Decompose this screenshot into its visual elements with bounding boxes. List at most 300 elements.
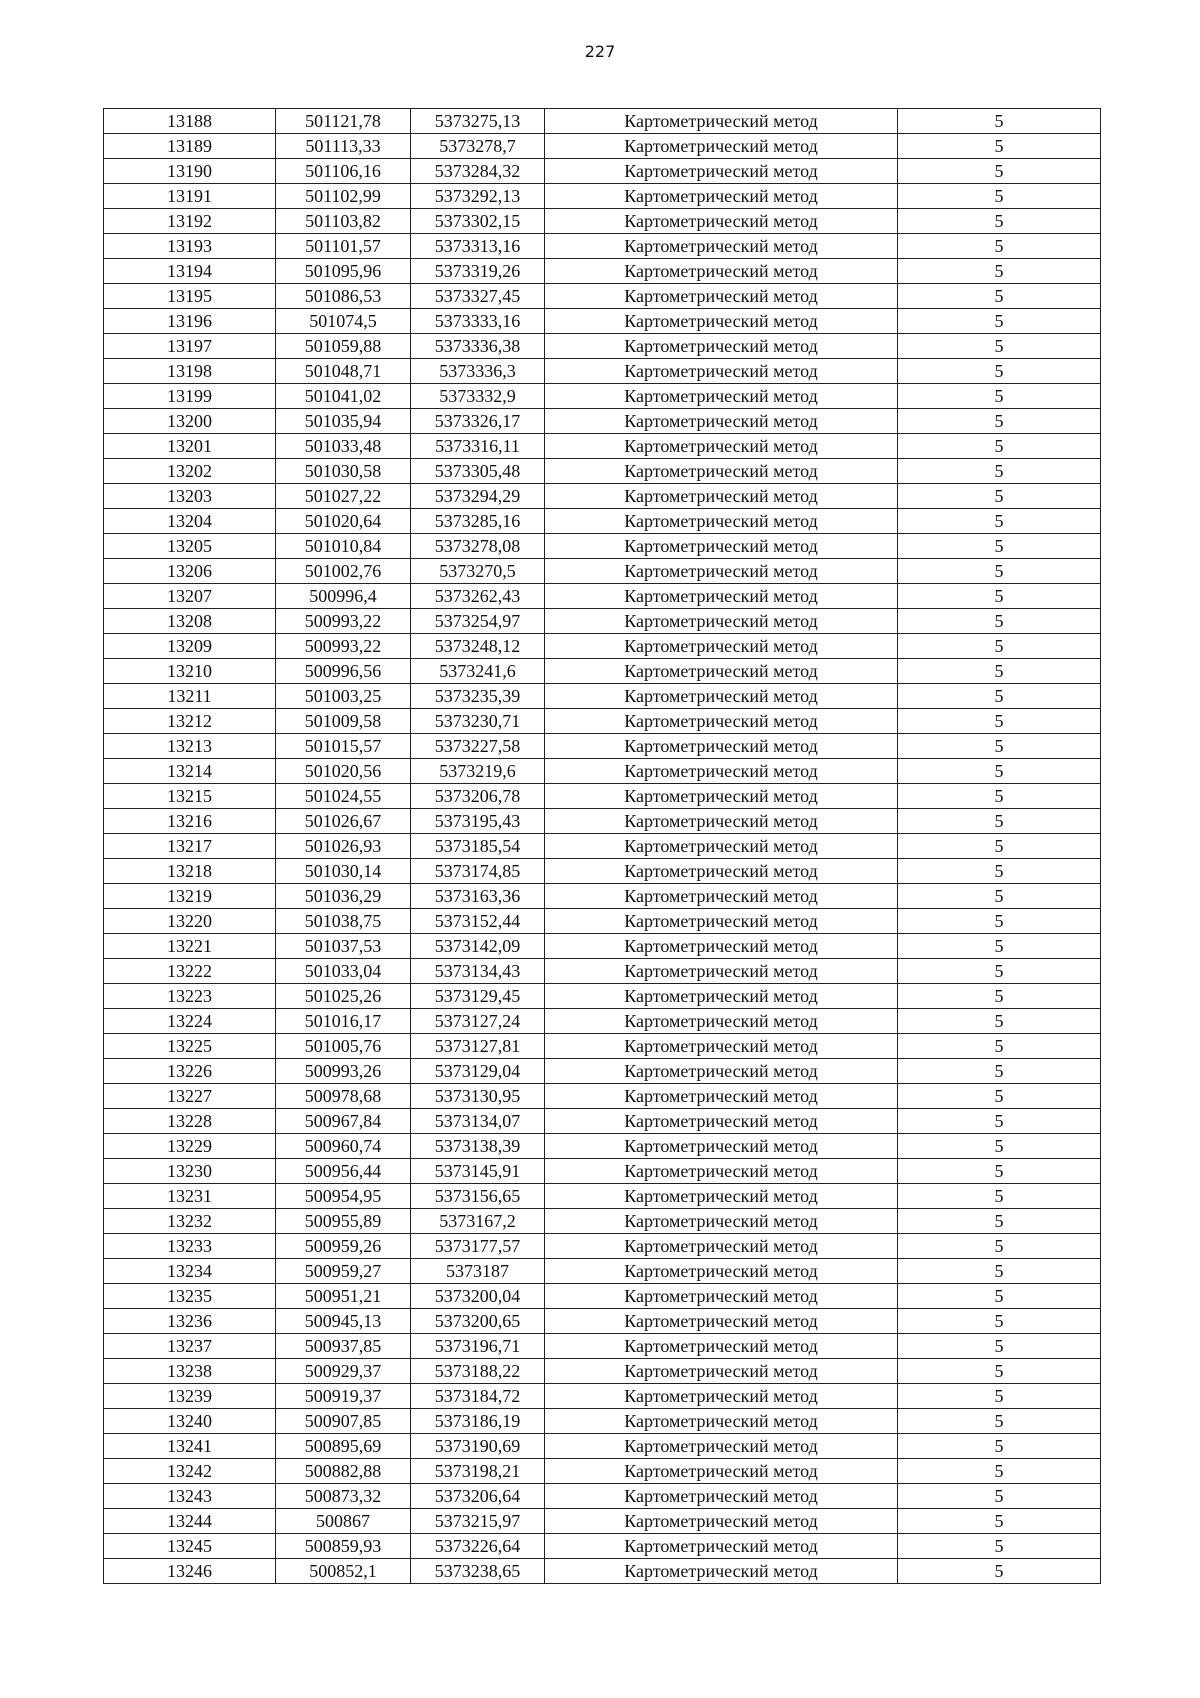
y-coordinate-cell: 5373145,91	[411, 1159, 545, 1184]
table-row	[104, 1059, 1101, 1084]
x-coordinate-cell: 500882,88	[276, 1459, 411, 1484]
table-row	[104, 1384, 1101, 1409]
y-coordinate-cell: 5373292,13	[411, 184, 545, 209]
point-number-cell: 13189	[104, 134, 276, 159]
accuracy-cell: 5	[898, 1359, 1101, 1384]
y-coordinate-cell: 5373200,04	[411, 1284, 545, 1309]
accuracy-cell: 5	[898, 934, 1101, 959]
y-coordinate-cell: 5373198,21	[411, 1459, 545, 1484]
y-coordinate-cell: 5373200,65	[411, 1309, 545, 1334]
table-row	[104, 659, 1101, 684]
x-coordinate-cell: 500919,37	[276, 1384, 411, 1409]
accuracy-cell: 5	[898, 259, 1101, 284]
table-row	[104, 1034, 1101, 1059]
accuracy-cell: 5	[898, 859, 1101, 884]
point-number-cell: 13221	[104, 934, 276, 959]
x-coordinate-cell: 500959,27	[276, 1259, 411, 1284]
accuracy-cell: 5	[898, 1209, 1101, 1234]
method-cell: Картометрический метод	[545, 1259, 898, 1284]
point-number-cell: 13214	[104, 759, 276, 784]
x-coordinate-cell: 500993,26	[276, 1059, 411, 1084]
method-cell: Картометрический метод	[545, 1409, 898, 1434]
x-coordinate-cell: 501010,84	[276, 534, 411, 559]
table-row	[104, 234, 1101, 259]
method-cell: Картометрический метод	[545, 859, 898, 884]
x-coordinate-cell: 500945,13	[276, 1309, 411, 1334]
x-coordinate-cell: 501037,53	[276, 934, 411, 959]
method-cell: Картометрический метод	[545, 1434, 898, 1459]
x-coordinate-cell: 501003,25	[276, 684, 411, 709]
table-row	[104, 1484, 1101, 1509]
table-row	[104, 759, 1101, 784]
x-coordinate-cell: 501027,22	[276, 484, 411, 509]
table-row	[104, 1334, 1101, 1359]
point-number-cell: 13208	[104, 609, 276, 634]
x-coordinate-cell: 501030,58	[276, 459, 411, 484]
method-cell: Картометрический метод	[545, 259, 898, 284]
x-coordinate-cell: 501035,94	[276, 409, 411, 434]
method-cell: Картометрический метод	[545, 884, 898, 909]
x-coordinate-cell: 500907,85	[276, 1409, 411, 1434]
x-coordinate-cell: 500993,22	[276, 634, 411, 659]
table-row	[104, 559, 1101, 584]
table-row	[104, 1159, 1101, 1184]
table-row	[104, 1259, 1101, 1284]
point-number-cell: 13240	[104, 1409, 276, 1434]
y-coordinate-cell: 5373327,45	[411, 284, 545, 309]
point-number-cell: 13235	[104, 1284, 276, 1309]
x-coordinate-cell: 500967,84	[276, 1109, 411, 1134]
y-coordinate-cell: 5373177,57	[411, 1234, 545, 1259]
accuracy-cell: 5	[898, 809, 1101, 834]
x-coordinate-cell: 500959,26	[276, 1234, 411, 1259]
method-cell: Картометрический метод	[545, 934, 898, 959]
y-coordinate-cell: 5373130,95	[411, 1084, 545, 1109]
method-cell: Картометрический метод	[545, 1359, 898, 1384]
method-cell: Картометрический метод	[545, 134, 898, 159]
accuracy-cell: 5	[898, 734, 1101, 759]
accuracy-cell: 5	[898, 1384, 1101, 1409]
x-coordinate-cell: 501033,48	[276, 434, 411, 459]
table-row	[104, 909, 1101, 934]
method-cell: Картометрический метод	[545, 1559, 898, 1584]
point-number-cell: 13193	[104, 234, 276, 259]
accuracy-cell: 5	[898, 1509, 1101, 1534]
y-coordinate-cell: 5373174,85	[411, 859, 545, 884]
y-coordinate-cell: 5373275,13	[411, 109, 545, 134]
x-coordinate-cell: 501074,5	[276, 309, 411, 334]
y-coordinate-cell: 5373254,97	[411, 609, 545, 634]
x-coordinate-cell: 501005,76	[276, 1034, 411, 1059]
table-row	[104, 1209, 1101, 1234]
accuracy-cell: 5	[898, 1484, 1101, 1509]
y-coordinate-cell: 5373294,29	[411, 484, 545, 509]
x-coordinate-cell: 501030,14	[276, 859, 411, 884]
method-cell: Картометрический метод	[545, 534, 898, 559]
y-coordinate-cell: 5373134,43	[411, 959, 545, 984]
y-coordinate-cell: 5373326,17	[411, 409, 545, 434]
y-coordinate-cell: 5373138,39	[411, 1134, 545, 1159]
x-coordinate-cell: 500960,74	[276, 1134, 411, 1159]
table-row	[104, 409, 1101, 434]
x-coordinate-cell: 501024,55	[276, 784, 411, 809]
method-cell: Картометрический метод	[545, 434, 898, 459]
point-number-cell: 13200	[104, 409, 276, 434]
accuracy-cell: 5	[898, 584, 1101, 609]
y-coordinate-cell: 5373129,45	[411, 984, 545, 1009]
table-row	[104, 859, 1101, 884]
table-row	[104, 1309, 1101, 1334]
accuracy-cell: 5	[898, 659, 1101, 684]
table-row	[104, 184, 1101, 209]
accuracy-cell: 5	[898, 309, 1101, 334]
table-row	[104, 984, 1101, 1009]
table-row	[104, 709, 1101, 734]
point-number-cell: 13203	[104, 484, 276, 509]
y-coordinate-cell: 5373248,12	[411, 634, 545, 659]
x-coordinate-cell: 500996,4	[276, 584, 411, 609]
x-coordinate-cell: 500867	[276, 1509, 411, 1534]
y-coordinate-cell: 5373235,39	[411, 684, 545, 709]
point-number-cell: 13231	[104, 1184, 276, 1209]
accuracy-cell: 5	[898, 1259, 1101, 1284]
table-row	[104, 384, 1101, 409]
table-row	[104, 1134, 1101, 1159]
x-coordinate-cell: 501121,78	[276, 109, 411, 134]
y-coordinate-cell: 5373184,72	[411, 1384, 545, 1409]
point-number-cell: 13228	[104, 1109, 276, 1134]
x-coordinate-cell: 500873,32	[276, 1484, 411, 1509]
accuracy-cell: 5	[898, 1309, 1101, 1334]
point-number-cell: 13220	[104, 909, 276, 934]
x-coordinate-cell: 501059,88	[276, 334, 411, 359]
method-cell: Картометрический метод	[545, 1009, 898, 1034]
table-row	[104, 1359, 1101, 1384]
y-coordinate-cell: 5373285,16	[411, 509, 545, 534]
point-number-cell: 13210	[104, 659, 276, 684]
accuracy-cell: 5	[898, 1559, 1101, 1584]
accuracy-cell: 5	[898, 1409, 1101, 1434]
table-row	[104, 784, 1101, 809]
method-cell: Картометрический метод	[545, 834, 898, 859]
point-number-cell: 13217	[104, 834, 276, 859]
point-number-cell: 13192	[104, 209, 276, 234]
table-row	[104, 459, 1101, 484]
point-number-cell: 13218	[104, 859, 276, 884]
accuracy-cell: 5	[898, 509, 1101, 534]
point-number-cell: 13226	[104, 1059, 276, 1084]
accuracy-cell: 5	[898, 1184, 1101, 1209]
x-coordinate-cell: 500852,1	[276, 1559, 411, 1584]
method-cell: Картометрический метод	[545, 1309, 898, 1334]
point-number-cell: 13188	[104, 109, 276, 134]
point-number-cell: 13241	[104, 1434, 276, 1459]
y-coordinate-cell: 5373219,6	[411, 759, 545, 784]
table-row	[104, 309, 1101, 334]
x-coordinate-cell: 501033,04	[276, 959, 411, 984]
x-coordinate-cell: 501113,33	[276, 134, 411, 159]
accuracy-cell: 5	[898, 1534, 1101, 1559]
x-coordinate-cell: 501020,56	[276, 759, 411, 784]
point-number-cell: 13244	[104, 1509, 276, 1534]
accuracy-cell: 5	[898, 359, 1101, 384]
accuracy-cell: 5	[898, 384, 1101, 409]
table-row	[104, 1434, 1101, 1459]
method-cell: Картометрический метод	[545, 184, 898, 209]
accuracy-cell: 5	[898, 1034, 1101, 1059]
page-number: 227	[584, 42, 616, 61]
method-cell: Картометрический метод	[545, 1034, 898, 1059]
accuracy-cell: 5	[898, 684, 1101, 709]
point-number-cell: 13236	[104, 1309, 276, 1334]
method-cell: Картометрический метод	[545, 1459, 898, 1484]
table-row	[104, 834, 1101, 859]
table-row	[104, 209, 1101, 234]
accuracy-cell: 5	[898, 134, 1101, 159]
accuracy-cell: 5	[898, 159, 1101, 184]
point-number-cell: 13224	[104, 1009, 276, 1034]
table-row	[104, 1534, 1101, 1559]
y-coordinate-cell: 5373186,19	[411, 1409, 545, 1434]
table-row	[104, 484, 1101, 509]
table-row	[104, 1459, 1101, 1484]
point-number-cell: 13194	[104, 259, 276, 284]
coordinates-table	[103, 108, 1101, 1584]
method-cell: Картометрический метод	[545, 734, 898, 759]
point-number-cell: 13223	[104, 984, 276, 1009]
point-number-cell: 13215	[104, 784, 276, 809]
method-cell: Картометрический метод	[545, 334, 898, 359]
point-number-cell: 13239	[104, 1384, 276, 1409]
accuracy-cell: 5	[898, 1334, 1101, 1359]
x-coordinate-cell: 501038,75	[276, 909, 411, 934]
point-number-cell: 13196	[104, 309, 276, 334]
accuracy-cell: 5	[898, 234, 1101, 259]
accuracy-cell: 5	[898, 634, 1101, 659]
accuracy-cell: 5	[898, 1159, 1101, 1184]
accuracy-cell: 5	[898, 834, 1101, 859]
method-cell: Картометрический метод	[545, 909, 898, 934]
table-row	[104, 1559, 1101, 1584]
accuracy-cell: 5	[898, 334, 1101, 359]
method-cell: Картометрический метод	[545, 684, 898, 709]
y-coordinate-cell: 5373195,43	[411, 809, 545, 834]
y-coordinate-cell: 5373262,43	[411, 584, 545, 609]
table-row	[104, 684, 1101, 709]
x-coordinate-cell: 501086,53	[276, 284, 411, 309]
table-row	[104, 159, 1101, 184]
x-coordinate-cell: 501048,71	[276, 359, 411, 384]
y-coordinate-cell: 5373316,11	[411, 434, 545, 459]
method-cell: Картометрический метод	[545, 234, 898, 259]
y-coordinate-cell: 5373196,71	[411, 1334, 545, 1359]
method-cell: Картометрический метод	[545, 1084, 898, 1109]
point-number-cell: 13195	[104, 284, 276, 309]
table-row	[104, 1234, 1101, 1259]
table-row	[104, 334, 1101, 359]
y-coordinate-cell: 5373206,64	[411, 1484, 545, 1509]
x-coordinate-cell: 501041,02	[276, 384, 411, 409]
x-coordinate-cell: 501009,58	[276, 709, 411, 734]
x-coordinate-cell: 500929,37	[276, 1359, 411, 1384]
point-number-cell: 13232	[104, 1209, 276, 1234]
accuracy-cell: 5	[898, 409, 1101, 434]
method-cell: Картометрический метод	[545, 659, 898, 684]
y-coordinate-cell: 5373226,64	[411, 1534, 545, 1559]
method-cell: Картометрический метод	[545, 409, 898, 434]
method-cell: Картометрический метод	[545, 209, 898, 234]
method-cell: Картометрический метод	[545, 284, 898, 309]
method-cell: Картометрический метод	[545, 1059, 898, 1084]
method-cell: Картометрический метод	[545, 1134, 898, 1159]
method-cell: Картометрический метод	[545, 1484, 898, 1509]
accuracy-cell: 5	[898, 1284, 1101, 1309]
accuracy-cell: 5	[898, 909, 1101, 934]
table-row	[104, 359, 1101, 384]
method-cell: Картометрический метод	[545, 1534, 898, 1559]
method-cell: Картометрический метод	[545, 709, 898, 734]
point-number-cell: 13229	[104, 1134, 276, 1159]
y-coordinate-cell: 5373241,6	[411, 659, 545, 684]
x-coordinate-cell: 501036,29	[276, 884, 411, 909]
method-cell: Картометрический метод	[545, 609, 898, 634]
table-row	[104, 609, 1101, 634]
point-number-cell: 13227	[104, 1084, 276, 1109]
table-row	[104, 1284, 1101, 1309]
method-cell: Картометрический метод	[545, 359, 898, 384]
point-number-cell: 13207	[104, 584, 276, 609]
accuracy-cell: 5	[898, 484, 1101, 509]
table-row	[104, 509, 1101, 534]
accuracy-cell: 5	[898, 1109, 1101, 1134]
y-coordinate-cell: 5373227,58	[411, 734, 545, 759]
accuracy-cell: 5	[898, 184, 1101, 209]
accuracy-cell: 5	[898, 609, 1101, 634]
method-cell: Картометрический метод	[545, 959, 898, 984]
x-coordinate-cell: 501026,93	[276, 834, 411, 859]
y-coordinate-cell: 5373238,65	[411, 1559, 545, 1584]
y-coordinate-cell: 5373313,16	[411, 234, 545, 259]
accuracy-cell: 5	[898, 1059, 1101, 1084]
x-coordinate-cell: 501025,26	[276, 984, 411, 1009]
method-cell: Картометрический метод	[545, 634, 898, 659]
point-number-cell: 13234	[104, 1259, 276, 1284]
y-coordinate-cell: 5373127,24	[411, 1009, 545, 1034]
point-number-cell: 13238	[104, 1359, 276, 1384]
table-row	[104, 634, 1101, 659]
method-cell: Картометрический метод	[545, 809, 898, 834]
accuracy-cell: 5	[898, 884, 1101, 909]
point-number-cell: 13243	[104, 1484, 276, 1509]
accuracy-cell: 5	[898, 1009, 1101, 1034]
accuracy-cell: 5	[898, 1234, 1101, 1259]
x-coordinate-cell: 500978,68	[276, 1084, 411, 1109]
point-number-cell: 13204	[104, 509, 276, 534]
table-row	[104, 1409, 1101, 1434]
x-coordinate-cell: 500996,56	[276, 659, 411, 684]
y-coordinate-cell: 5373129,04	[411, 1059, 545, 1084]
table-row	[104, 584, 1101, 609]
y-coordinate-cell: 5373163,36	[411, 884, 545, 909]
accuracy-cell: 5	[898, 209, 1101, 234]
x-coordinate-cell: 500859,93	[276, 1534, 411, 1559]
accuracy-cell: 5	[898, 959, 1101, 984]
point-number-cell: 13206	[104, 559, 276, 584]
x-coordinate-cell: 500895,69	[276, 1434, 411, 1459]
y-coordinate-cell: 5373302,15	[411, 209, 545, 234]
table-row	[104, 109, 1101, 134]
method-cell: Картометрический метод	[545, 509, 898, 534]
point-number-cell: 13216	[104, 809, 276, 834]
table-row	[104, 434, 1101, 459]
y-coordinate-cell: 5373230,71	[411, 709, 545, 734]
point-number-cell: 13198	[104, 359, 276, 384]
accuracy-cell: 5	[898, 984, 1101, 1009]
y-coordinate-cell: 5373152,44	[411, 909, 545, 934]
method-cell: Картометрический метод	[545, 309, 898, 334]
table-row	[104, 1509, 1101, 1534]
y-coordinate-cell: 5373190,69	[411, 1434, 545, 1459]
method-cell: Картометрический метод	[545, 109, 898, 134]
accuracy-cell: 5	[898, 1434, 1101, 1459]
method-cell: Картометрический метод	[545, 1509, 898, 1534]
y-coordinate-cell: 5373333,16	[411, 309, 545, 334]
point-number-cell: 13246	[104, 1559, 276, 1584]
table-row	[104, 284, 1101, 309]
point-number-cell: 13201	[104, 434, 276, 459]
y-coordinate-cell: 5373305,48	[411, 459, 545, 484]
accuracy-cell: 5	[898, 559, 1101, 584]
point-number-cell: 13209	[104, 634, 276, 659]
accuracy-cell: 5	[898, 109, 1101, 134]
y-coordinate-cell: 5373332,9	[411, 384, 545, 409]
x-coordinate-cell: 500956,44	[276, 1159, 411, 1184]
y-coordinate-cell: 5373187	[411, 1259, 545, 1284]
table-body	[104, 109, 1101, 1584]
accuracy-cell: 5	[898, 1134, 1101, 1159]
x-coordinate-cell: 501026,67	[276, 809, 411, 834]
method-cell: Картометрический метод	[545, 484, 898, 509]
point-number-cell: 13213	[104, 734, 276, 759]
point-number-cell: 13222	[104, 959, 276, 984]
y-coordinate-cell: 5373278,7	[411, 134, 545, 159]
x-coordinate-cell: 501102,99	[276, 184, 411, 209]
x-coordinate-cell: 500954,95	[276, 1184, 411, 1209]
y-coordinate-cell: 5373336,38	[411, 334, 545, 359]
method-cell: Картометрический метод	[545, 759, 898, 784]
table-row	[104, 809, 1101, 834]
point-number-cell: 13211	[104, 684, 276, 709]
point-number-cell: 13197	[104, 334, 276, 359]
point-number-cell: 13199	[104, 384, 276, 409]
y-coordinate-cell: 5373156,65	[411, 1184, 545, 1209]
accuracy-cell: 5	[898, 1084, 1101, 1109]
accuracy-cell: 5	[898, 284, 1101, 309]
point-number-cell: 13237	[104, 1334, 276, 1359]
table-row	[104, 259, 1101, 284]
point-number-cell: 13205	[104, 534, 276, 559]
point-number-cell: 13212	[104, 709, 276, 734]
table-row	[104, 884, 1101, 909]
x-coordinate-cell: 501002,76	[276, 559, 411, 584]
accuracy-cell: 5	[898, 759, 1101, 784]
y-coordinate-cell: 5373185,54	[411, 834, 545, 859]
table-row	[104, 1109, 1101, 1134]
x-coordinate-cell: 500993,22	[276, 609, 411, 634]
point-number-cell: 13190	[104, 159, 276, 184]
accuracy-cell: 5	[898, 534, 1101, 559]
point-number-cell: 13230	[104, 1159, 276, 1184]
